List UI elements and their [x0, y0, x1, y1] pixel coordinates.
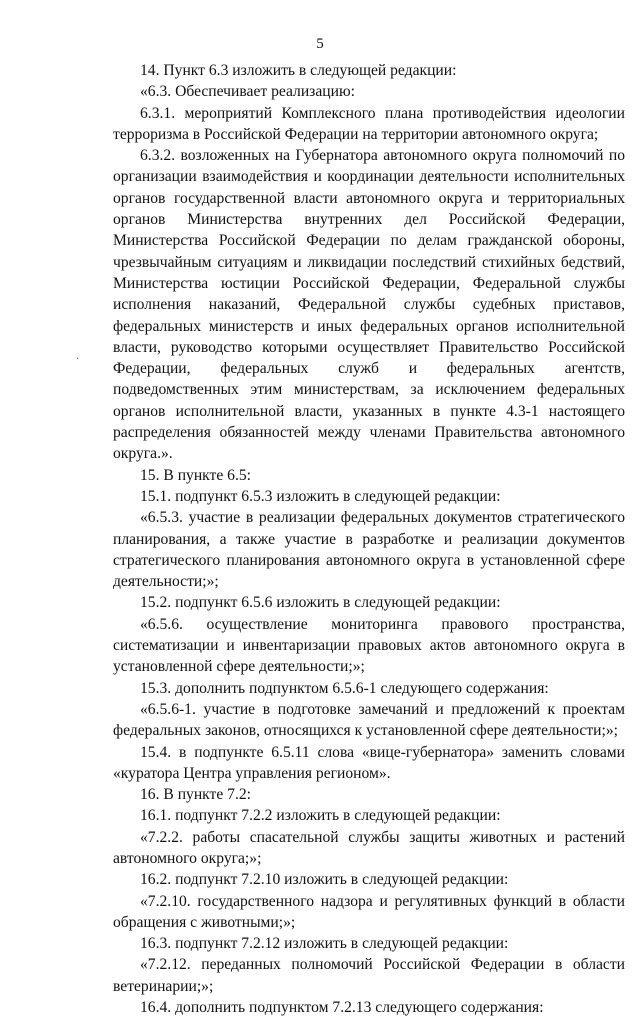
paragraph: 6.3.2. возложенных на Губернатора автономного округа полномочий по организации взаимодействия и координации деятельности исполнительных органов государственной власти автономного округа и территориальных органов Министерства внутренних дел Российской Федерации, Министерства Российской Федерации по делам гражданской обороны, чрезвычайным ситуациям и ликвидации последствий стихийных бедствий, Министерства юстиции Российской Федерации, Федеральной службы исполнения наказаний, Федеральной службы судебных приставов, федеральных министерств и иных федеральных органов исполнительной власти, руководство которыми осуществляет Правительство Российской Федерации, федеральных служб и федеральных агентств, подведомственных этим министерствам, за исключением федеральных органов исполнительной власти, указанных в пункте 4.3-1 настоящего распределения обязанностей между членами Правительства автономного округа.». [113, 147, 625, 463]
paragraph: 15. В пункте 6.5: [140, 466, 252, 484]
paragraph: 15.2. подпункт 6.5.6 изложить в следующей редакции: [140, 594, 501, 612]
paragraph: «7.2.12. переданных полномочий Российской Федерации в области ветеринарии;»; [113, 956, 625, 995]
paragraph: 14. Пункт 6.3 изложить в следующей редакции: [140, 62, 457, 79]
paragraph: «6.5.6. осуществление мониторинга правового пространства, систематизации и инвентаризации правовых актов автономного округа в установленной сфере деятельности;»; [113, 615, 625, 676]
paragraph: 15.3. дополнить подпунктом 6.5.6-1 следующего содержания: [140, 679, 549, 697]
margin-mark: · [76, 354, 80, 365]
paragraph: «7.2.10. государственного надзора и регулятивных функций в области обращения с животными;»; [113, 892, 625, 931]
paragraph: 16. В пункте 7.2: [140, 786, 252, 804]
paragraph: «6.3. Обеспечивает реализацию: [140, 83, 355, 101]
paragraph: «6.5.3. участие в реализации федеральных документов стратегического планирования, а также участие в разработке и реализации документов стратегического планирования автономного округа в установленной сфере деятельности;»; [113, 509, 625, 591]
document-body [113, 60, 625, 1018]
paragraph: 16.1. подпункт 7.2.2 изложить в следующей редакции: [140, 807, 501, 825]
paragraph: 16.4. дополнить подпунктом 7.2.13 следующего содержания: [140, 999, 544, 1017]
paragraph: «6.5.6-1. участие в подготовке замечаний и предложений к проектам федеральных законов, относящихся к установленной сфере деятельности;»; [113, 700, 625, 740]
paragraph: «7.2.2. работы спасательной службы защиты животных и растений автономного округа;»; [113, 828, 625, 867]
paragraph: 16.2. подпункт 7.2.10 изложить в следующей редакции: [140, 871, 509, 889]
paragraph: 6.3.1. мероприятий Комплексного плана противодействия идеологии терроризма в Российской Федерации на территории автономного округа; [113, 104, 625, 143]
paragraph: 15.4. в подпункте 6.5.11 слова «вице-губернатора» заменить словами «куратора Центра управления регионом». [113, 743, 625, 782]
paragraph: 15.1. подпункт 6.5.3 изложить в следующей редакции: [140, 487, 501, 505]
page-number: 5 [316, 36, 324, 52]
paragraph: 16.3. подпункт 7.2.12 изложить в следующей редакции: [140, 935, 509, 953]
